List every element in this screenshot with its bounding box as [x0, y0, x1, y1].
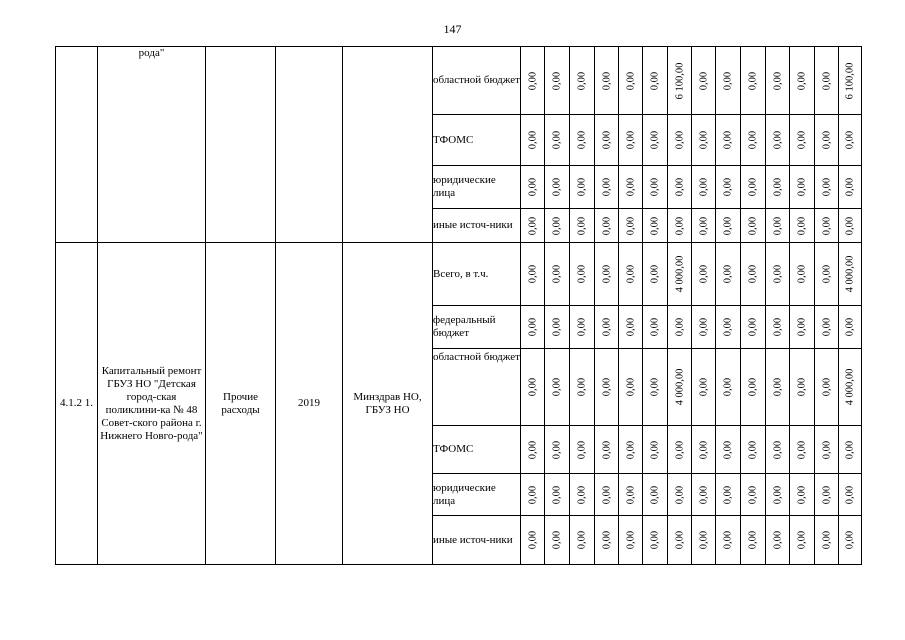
value-cell: 0,00	[772, 440, 783, 459]
value-cell: 0,00	[674, 440, 685, 459]
value-cell: 0,00	[844, 530, 856, 550]
value-cell: 0,00	[796, 71, 808, 90]
value-cell: 0,00	[722, 530, 734, 550]
funding-source-cell: ТФОМС	[433, 115, 521, 166]
value-cell: 0,00	[796, 216, 808, 235]
value-cell: 0,00	[527, 130, 538, 150]
value-cell: 0,00	[649, 317, 661, 337]
value-cell: 0,00	[551, 317, 563, 337]
value-cell: 0,00	[796, 130, 808, 150]
funding-source-cell: областной бюджет	[433, 47, 521, 115]
value-cell: 0,00	[772, 530, 783, 550]
value-cell: 0,00	[821, 317, 832, 337]
value-cell: 0,00	[747, 530, 759, 550]
value-cell: 0,00	[821, 177, 832, 197]
funding-source-cell: областной бюджет	[433, 349, 521, 426]
value-cell: 0,00	[674, 485, 685, 504]
value-cell: 0,00	[698, 377, 709, 397]
value-cell: 0,00	[527, 177, 538, 197]
value-cell: 0,00	[772, 317, 783, 337]
value-cell: 0,00	[576, 71, 588, 90]
value-cell: 4 000,00	[674, 368, 685, 406]
value-cell: 0,00	[601, 216, 612, 235]
value-cell: 0,00	[625, 440, 636, 459]
item-name-cell: Капитальный ремонт ГБУЗ НО "Детская город-ская поликлини-ка № 48 Совет-ского района г. Нижнего Новго-рода"	[98, 243, 206, 565]
value-cell: 0,00	[698, 71, 709, 90]
value-cell: 0,00	[844, 177, 856, 197]
value-cell: 0,00	[625, 177, 636, 197]
value-cell: 0,00	[576, 264, 588, 284]
value-cell: 0,00	[772, 177, 783, 197]
value-cell: 0,00	[649, 377, 661, 397]
value-cell: 0,00	[601, 530, 612, 550]
page-number: 147	[443, 22, 462, 36]
value-cell: 0,00	[576, 216, 588, 235]
value-cell: 0,00	[576, 440, 588, 459]
value-cell: 0,00	[601, 264, 612, 284]
item-name-cell: рода"	[98, 47, 206, 243]
value-cell: 0,00	[527, 216, 538, 235]
value-cell: 0,00	[747, 264, 759, 284]
value-cell: 0,00	[821, 377, 832, 397]
value-cell: 0,00	[772, 264, 783, 284]
value-cell: 0,00	[601, 130, 612, 150]
value-cell: 0,00	[576, 317, 588, 337]
value-cell: 0,00	[649, 216, 661, 235]
value-cell: 4 000,00	[844, 255, 856, 293]
value-cell: 0,00	[722, 485, 734, 504]
value-cell: 0,00	[722, 216, 734, 235]
value-cell: 0,00	[821, 530, 832, 550]
funding-source-cell: юридические лица	[433, 166, 521, 209]
value-cell: 0,00	[527, 485, 538, 504]
value-cell: 0,00	[821, 264, 832, 284]
executor-cell: Минздрав НО, ГБУЗ НО	[343, 243, 433, 565]
value-cell: 0,00	[551, 216, 563, 235]
value-cell: 0,00	[796, 377, 808, 397]
value-cell: 0,00	[722, 440, 734, 459]
value-cell: 0,00	[601, 317, 612, 337]
value-cell: 0,00	[601, 71, 612, 90]
value-cell: 0,00	[576, 485, 588, 504]
value-cell: 6 100,00	[674, 62, 685, 99]
value-cell: 0,00	[722, 130, 734, 150]
value-cell: 0,00	[722, 264, 734, 284]
value-cell: 0,00	[796, 317, 808, 337]
value-cell: 0,00	[674, 317, 685, 337]
value-cell: 0,00	[576, 130, 588, 150]
value-cell: 6 100,00	[844, 62, 856, 99]
value-cell: 0,00	[674, 177, 685, 197]
value-cell: 0,00	[698, 485, 709, 504]
value-cell: 0,00	[698, 440, 709, 459]
value-cell: 0,00	[601, 377, 612, 397]
value-cell: 0,00	[551, 177, 563, 197]
value-cell: 0,00	[576, 377, 588, 397]
value-cell: 0,00	[747, 440, 759, 459]
value-cell: 0,00	[698, 177, 709, 197]
value-cell: 4 000,00	[844, 368, 856, 406]
value-cell: 0,00	[551, 71, 563, 90]
value-cell: 0,00	[601, 485, 612, 504]
value-cell: 0,00	[551, 377, 563, 397]
value-cell: 0,00	[747, 177, 759, 197]
funding-source-cell: юридические лица	[433, 474, 521, 516]
value-cell: 0,00	[551, 485, 563, 504]
expense-type-cell	[206, 47, 276, 243]
value-cell: 0,00	[649, 130, 661, 150]
value-cell: 0,00	[527, 440, 538, 459]
value-cell: 0,00	[551, 530, 563, 550]
value-cell: 0,00	[649, 485, 661, 504]
budget-table	[55, 46, 862, 565]
value-cell: 0,00	[698, 317, 709, 337]
value-cell: 0,00	[844, 130, 856, 150]
value-cell: 0,00	[747, 130, 759, 150]
table-row	[56, 47, 862, 115]
value-cell: 0,00	[772, 71, 783, 90]
value-cell: 0,00	[527, 530, 538, 550]
value-cell: 0,00	[527, 317, 538, 337]
value-cell: 0,00	[649, 440, 661, 459]
value-cell: 0,00	[747, 485, 759, 504]
value-cell: 0,00	[821, 130, 832, 150]
value-cell: 0,00	[796, 440, 808, 459]
expense-type-cell: Прочие расходы	[206, 243, 276, 565]
value-cell: 0,00	[844, 440, 856, 459]
value-cell: 0,00	[747, 317, 759, 337]
table-row	[56, 243, 862, 306]
value-cell: 0,00	[601, 177, 612, 197]
funding-source-cell: иные источ-ники	[433, 516, 521, 565]
funding-source-cell: иные источ-ники	[433, 209, 521, 243]
funding-source-cell: федеральный бюджет	[433, 306, 521, 349]
value-cell: 0,00	[722, 377, 734, 397]
year-cell	[276, 47, 343, 243]
value-cell: 0,00	[625, 71, 636, 90]
value-cell: 0,00	[601, 440, 612, 459]
value-cell: 0,00	[649, 264, 661, 284]
value-cell: 0,00	[698, 130, 709, 150]
value-cell: 0,00	[821, 485, 832, 504]
value-cell: 0,00	[698, 216, 709, 235]
value-cell: 0,00	[747, 377, 759, 397]
value-cell: 0,00	[527, 71, 538, 90]
value-cell: 0,00	[625, 485, 636, 504]
value-cell: 0,00	[844, 317, 856, 337]
value-cell: 0,00	[772, 216, 783, 235]
value-cell: 0,00	[722, 317, 734, 337]
value-cell: 0,00	[527, 264, 538, 284]
value-cell: 0,00	[551, 440, 563, 459]
value-cell: 0,00	[796, 530, 808, 550]
funding-source-cell: Всего, в т.ч.	[433, 243, 521, 306]
value-cell: 0,00	[649, 530, 661, 550]
value-cell: 0,00	[576, 177, 588, 197]
value-cell: 0,00	[625, 264, 636, 284]
value-cell: 0,00	[722, 71, 734, 90]
value-cell: 0,00	[576, 530, 588, 550]
value-cell: 0,00	[747, 216, 759, 235]
value-cell: 0,00	[796, 264, 808, 284]
value-cell: 0,00	[772, 130, 783, 150]
value-cell: 0,00	[625, 530, 636, 550]
value-cell: 0,00	[698, 264, 709, 284]
value-cell: 0,00	[844, 216, 856, 235]
value-cell: 0,00	[551, 264, 563, 284]
value-cell: 0,00	[674, 216, 685, 235]
value-cell: 0,00	[649, 177, 661, 197]
row-number-cell: 4.1.2 1.	[56, 243, 98, 565]
value-cell: 0,00	[796, 177, 808, 197]
value-cell: 0,00	[796, 485, 808, 504]
row-number-cell	[56, 47, 98, 243]
value-cell: 0,00	[527, 377, 538, 397]
value-cell: 0,00	[551, 130, 563, 150]
funding-source-cell: ТФОМС	[433, 426, 521, 474]
value-cell: 0,00	[625, 130, 636, 150]
value-cell: 0,00	[747, 71, 759, 90]
value-cell: 0,00	[674, 530, 685, 550]
value-cell: 0,00	[772, 485, 783, 504]
value-cell: 0,00	[625, 377, 636, 397]
value-cell: 0,00	[772, 377, 783, 397]
value-cell: 4 000,00	[674, 255, 685, 293]
value-cell: 0,00	[722, 177, 734, 197]
value-cell: 0,00	[625, 216, 636, 235]
value-cell: 0,00	[698, 530, 709, 550]
value-cell: 0,00	[674, 130, 685, 150]
executor-cell	[343, 47, 433, 243]
value-cell: 0,00	[649, 71, 661, 90]
value-cell: 0,00	[821, 71, 832, 90]
value-cell: 0,00	[821, 216, 832, 235]
value-cell: 0,00	[625, 317, 636, 337]
value-cell: 0,00	[844, 485, 856, 504]
year-cell: 2019	[276, 243, 343, 565]
value-cell: 0,00	[821, 440, 832, 459]
